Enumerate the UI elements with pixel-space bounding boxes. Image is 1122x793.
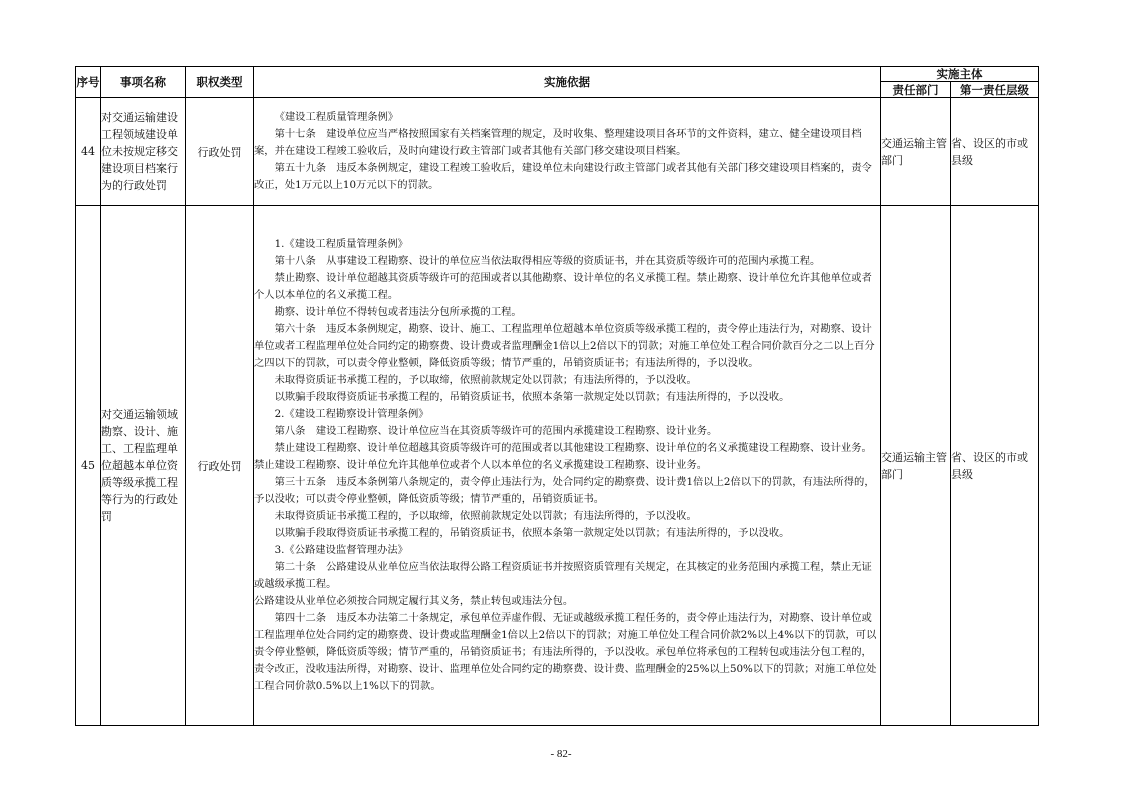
header-item: 事项名称 <box>101 67 186 98</box>
row-seq: 44 <box>76 98 101 206</box>
header-subject: 实施主体 <box>881 67 1039 82</box>
basis-paragraph: 第五十九条 违反本条例规定，建设工程竣工验收后，建设单位未向建设行政主管部门或者其他有关部门移交建设项目档案的，责令改正，处1万元以上10万元以下的罚款。 <box>254 162 872 191</box>
basis-paragraph: 2.《建设工程勘察设计管理条例》 <box>274 408 429 420</box>
row-type: 行政处罚 <box>186 98 254 206</box>
basis-paragraph: 以欺骗手段取得资质证书承揽工程的，吊销资质证书，依照本条第一款规定处以罚款；有违法所得的，予以没收。 <box>274 527 790 539</box>
table-row <box>76 206 1039 726</box>
basis-paragraph: 公路建设从业单位必须按合同规定履行其义务，禁止转包或违法分包。 <box>254 595 574 607</box>
basis-paragraph: 《建设工程质量管理条例》 <box>274 111 399 123</box>
row-basis <box>254 98 881 206</box>
row-type: 行政处罚 <box>186 206 254 726</box>
row-seq: 45 <box>76 206 101 726</box>
basis-paragraph: 未取得资质证书承揽工程的，予以取缔，依照前款规定处以罚款；有违法所得的，予以没收。 <box>274 510 697 522</box>
basis-paragraph: 第六十条 违反本条例规定，勘察、设计、施工、工程监理单位超越本单位资质等级承揽工程的，责令停止违法行为，对勘察、设计单位或者工程监理单位处合同约定的勘察费、设计费或者监理酬金1倍以上2倍以下的罚款；对施工单位处工程合同价款百分之二以上百分之四以下的罚款，可以责令停业整顿，降低资质等级；情节严重的，吊销资质证书；有违法所得的，予以没收。 <box>254 323 875 369</box>
page-number: - 82- <box>550 748 572 760</box>
header-level: 第一责任层级 <box>951 82 1039 98</box>
enforcement-table <box>75 66 1039 726</box>
row-item-name: 对交通运输领域勘察、设计、施工、工程监理单位超越本单位资质等级承揽工程等行为的行政处罚 <box>101 206 186 726</box>
row-item-name: 对交通运输建设工程领域建设单位未按规定移交建设项目档案行为的行政处罚 <box>101 98 186 206</box>
basis-paragraph: 3.《公路建设监督管理办法》 <box>274 544 408 556</box>
header-basis: 实施依据 <box>254 67 881 98</box>
row-dept: 交通运输主管部门 <box>881 206 951 726</box>
basis-paragraph: 未取得资质证书承揽工程的，予以取缔，依照前款规定处以罚款；有违法所得的，予以没收。 <box>274 374 697 386</box>
row-basis <box>254 206 881 726</box>
basis-paragraph: 勘察、设计单位不得转包或者违法分包所承揽的工程。 <box>274 306 522 318</box>
header-type: 职权类型 <box>186 67 254 98</box>
header-dept: 责任部门 <box>881 82 951 98</box>
basis-paragraph: 第十八条 从事建设工程勘察、设计的单位应当依法取得相应等级的资质证书，并在其资质等级许可的范围内承揽工程。 <box>274 255 821 267</box>
row-level: 省、设区的市或县级 <box>951 206 1039 726</box>
basis-paragraph: 第四十二条 违反本办法第二十条规定，承包单位弄虚作假、无证或越级承揽工程任务的，责令停止违法行为，对勘察、设计单位或工程监理单位处合同约定的勘察费、设计费或监理酬金1倍以上2倍以下的罚款；对施工单位处工程合同价款2%以上4%以下的罚款，可以责令停业整顿，降低资质等级；情节严重的，吊销资质证书；有违法所得的，予以没收。承包单位将承包的工程转包或违法分包工程的，责令改正，没收违法所得，对勘察、设计、监理单位处合同约定的勘察费、设计费、监理酬金的25%以上50%以下的罚款；对施工单位处工程合同价款0.5%以上1%以下的罚款。 <box>254 612 877 692</box>
basis-paragraph: 第十七条 建设单位应当严格按照国家有关档案管理的规定，及时收集、整理建设项目各环节的文件资料，建立、健全建设项目档案，并在建设工程竣工验收后，及时向建设行政主管部门或者其他有关部门移交建设项目档案。 <box>254 128 862 157</box>
basis-paragraph: 以欺骗手段取得资质证书承揽工程的，吊销资质证书，依照本条第一款规定处以罚款；有违法所得的，予以没收。 <box>274 391 790 403</box>
basis-paragraph: 禁止勘察、设计单位超越其资质等级许可的范围或者以其他勘察、设计单位的名义承揽工程。禁止勘察、设计单位允许其他单位或者个人以本单位的名义承揽工程。 <box>254 272 872 301</box>
basis-paragraph: 禁止建设工程勘察、设计单位超越其资质等级许可的范围或者以其他建设工程勘察、设计单位的名义承揽建设工程勘察、设计业务。禁止建设工程勘察、设计单位允许其他单位或者个人以本单位的名义承揽建设工程勘察、设计业务。 <box>254 442 872 471</box>
table-row <box>76 98 1039 206</box>
basis-paragraph: 第八条 建设工程勘察、设计单位应当在其资质等级许可的范围内承揽建设工程勘察、设计业务。 <box>274 425 718 437</box>
header-seq: 序号 <box>76 67 101 98</box>
row-dept: 交通运输主管部门 <box>881 98 951 206</box>
basis-paragraph: 1.《建设工程质量管理条例》 <box>274 238 408 250</box>
basis-paragraph: 第二十条 公路建设从业单位应当依法取得公路工程资质证书并按照资质管理有关规定，在其核定的业务范围内承揽工程，禁止无证或越级承揽工程。 <box>254 561 872 590</box>
row-level: 省、设区的市或县级 <box>951 98 1039 206</box>
basis-paragraph: 第三十五条 违反本条例第八条规定的，责令停止违法行为，处合同约定的勘察费、设计费1倍以上2倍以下的罚款，有违法所得的，予以没收；可以责令停业整顿，降低资质等级；情节严重的，吊销资质证书。 <box>254 476 875 505</box>
